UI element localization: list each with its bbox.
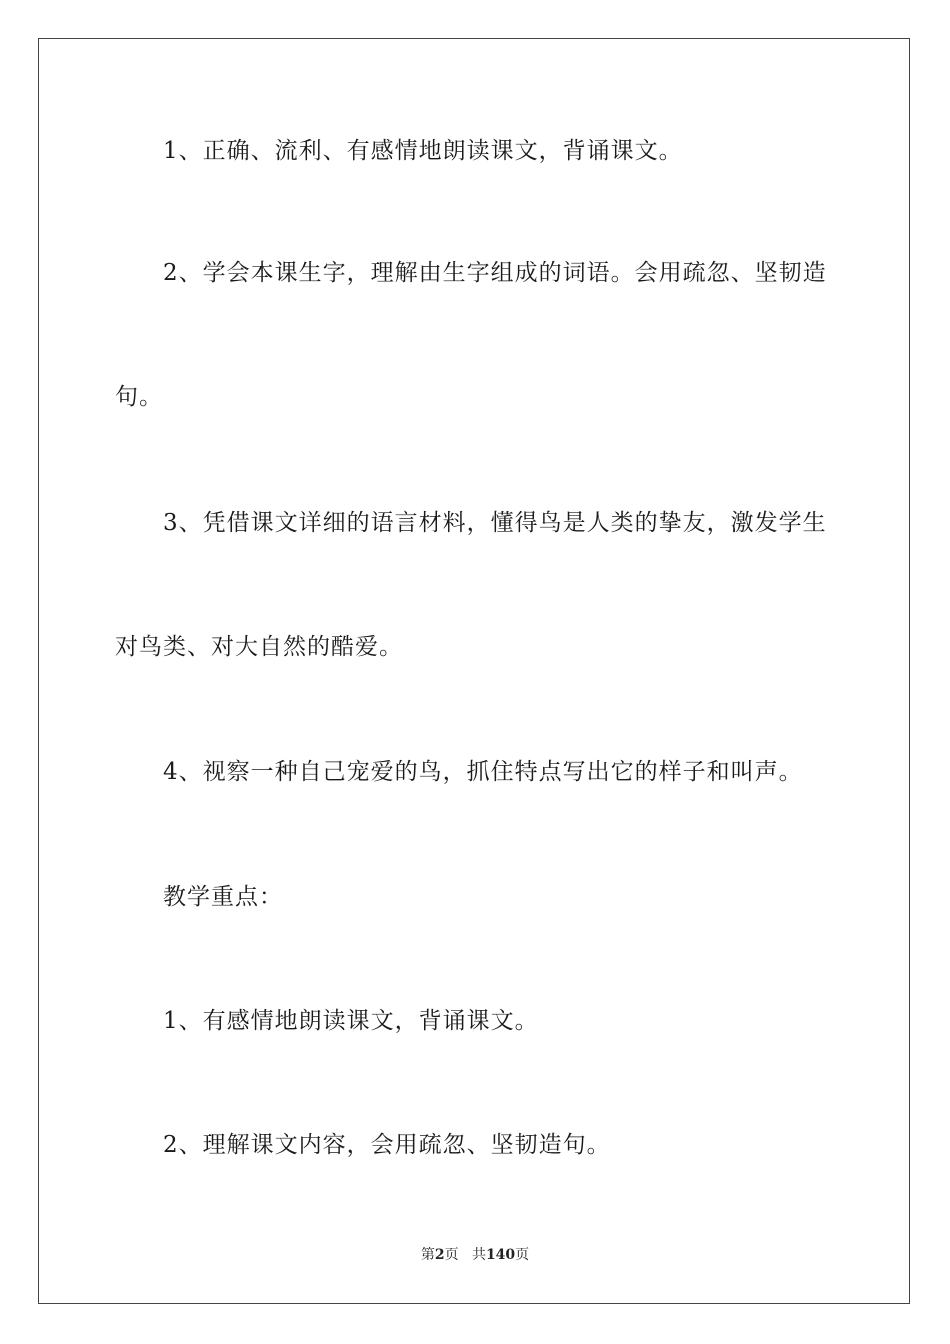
paragraph-3-continued: 对鸟类、对大自然的酷爱。 <box>115 634 403 660</box>
page-footer <box>0 1246 950 1264</box>
paragraph-2: 2、学会本课生字，理解由生字组成的词语。会用疏忽、坚韧造 <box>163 260 827 286</box>
footer-current-page: 2 <box>434 1247 445 1263</box>
page-frame <box>38 38 910 1304</box>
footer-total-suffix: 页 <box>515 1247 530 1263</box>
footer-total-prefix: 共 <box>471 1247 486 1263</box>
footer-total-pages: 140 <box>485 1247 516 1263</box>
key-point-2: 2、理解课文内容，会用疏忽、坚韧造句。 <box>163 1132 611 1158</box>
paragraph-2-continued: 句。 <box>115 384 163 410</box>
footer-page-suffix: 页 <box>444 1247 459 1263</box>
paragraph-3: 3、凭借课文详细的语言材料，懂得鸟是人类的挚友，激发学生 <box>163 510 827 536</box>
paragraph-4: 4、视察一种自己宠爱的鸟，抓住特点写出它的样子和叫声。 <box>163 759 803 785</box>
key-point-1: 1、有感情地朗读课文，背诵课文。 <box>163 1008 539 1034</box>
paragraph-1: 1、正确、流利、有感情地朗读课文，背诵课文。 <box>163 138 683 164</box>
section-heading: 教学重点： <box>163 884 283 910</box>
footer-prefix: 第 <box>420 1247 435 1263</box>
